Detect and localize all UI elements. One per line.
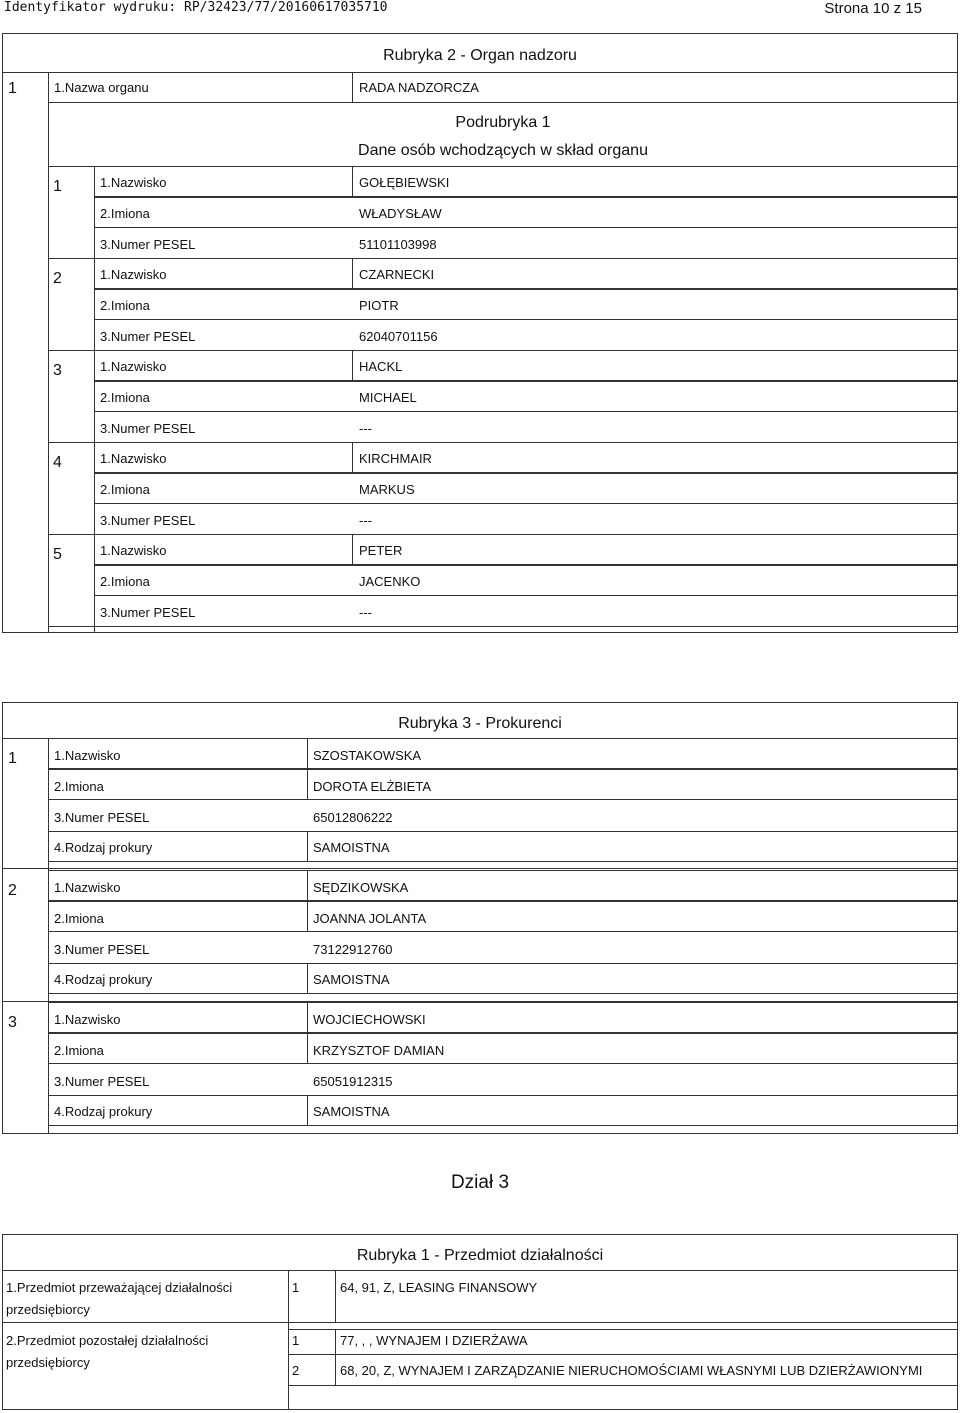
names-label: 2.Imiona (100, 574, 150, 589)
pesel-label: 3.Numer PESEL (100, 237, 196, 252)
rubryka3-title: Rubryka 3 - Prokurenci (398, 715, 562, 732)
person-index: 5 (53, 546, 62, 563)
person-index: 3 (53, 362, 62, 379)
organ-value: RADA NADZORCZA (359, 80, 479, 95)
surname-label: 1.Nazwisko (54, 880, 121, 895)
surname-label: 1.Nazwisko (100, 451, 167, 466)
other-activity-value: 68, 20, Z, WYNAJEM I ZARZĄDZANIE NIERUCHOMOŚCIAMI WŁASNYMI LUB DZIERŻAWIONYMI (340, 1363, 923, 1378)
proxy-type-value: SAMOISTNA (313, 1104, 390, 1119)
other-activity-value: 77, , , WYNAJEM I DZIERŻAWA (340, 1333, 528, 1348)
rubryka2-title: Rubryka 2 - Organ nadzoru (383, 47, 577, 64)
names-label: 2.Imiona (54, 911, 104, 926)
person-index: 2 (8, 882, 17, 899)
proxy-type-value: SAMOISTNA (313, 972, 390, 987)
surname-label: 1.Nazwisko (100, 267, 167, 282)
podrubryka-title: Podrubryka 1 (455, 114, 551, 131)
podrubryka-subtitle: Dane osób wchodzących w skład organu (358, 142, 648, 159)
surname-value: SZOSTAKOWSKA (313, 748, 422, 763)
organ-label: 1.Nazwa organu (54, 80, 149, 95)
pesel-value: --- (359, 513, 372, 528)
proxy-type-label: 4.Rodzaj prokury (54, 840, 153, 855)
names-value: KRZYSZTOF DAMIAN (313, 1043, 445, 1058)
rubryka2-index: 1 (8, 80, 17, 97)
surname-value: KIRCHMAIR (359, 451, 432, 466)
person-index: 4 (53, 454, 62, 471)
surname-value: WOJCIECHOWSKI (313, 1012, 426, 1027)
proxy-type-label: 4.Rodzaj prokury (54, 1104, 153, 1119)
person-index: 3 (8, 1014, 17, 1031)
names-label: 2.Imiona (100, 206, 150, 221)
dzial3-title: Dział 3 (450, 1172, 510, 1193)
organ-row (48, 72, 958, 103)
surname-label: 1.Nazwisko (54, 748, 121, 763)
main-activity-value: 64, 91, Z, LEASING FINANSOWY (340, 1280, 538, 1295)
pesel-value: --- (359, 605, 372, 620)
main-activity-label: 1.Przedmiot przeważającej działalności (6, 1280, 233, 1295)
surname-label: 1.Nazwisko (100, 175, 167, 190)
print-identifier: Identyfikator wydruku: RP/32423/77/20160617035710 (4, 0, 388, 15)
pesel-value: 73122912760 (313, 942, 393, 957)
pesel-value: 51101103998 (359, 237, 437, 252)
names-value: MARKUS (359, 482, 415, 497)
pesel-value: 65051912315 (313, 1074, 393, 1089)
other-activity-label-cont: przedsiębiorcy (6, 1355, 90, 1370)
surname-label: 1.Nazwisko (100, 359, 167, 374)
person-index: 1 (8, 750, 17, 767)
surname-label: 1.Nazwisko (54, 1012, 121, 1027)
person-index: 1 (53, 178, 62, 195)
surname-value: CZARNECKI (359, 267, 435, 282)
pesel-label: 3.Numer PESEL (54, 810, 150, 825)
main-activity-label-cont: przedsiębiorcy (6, 1302, 90, 1317)
pesel-label: 3.Numer PESEL (100, 513, 196, 528)
pesel-value: 62040701156 (359, 329, 438, 344)
names-label: 2.Imiona (100, 390, 150, 405)
pesel-label: 3.Numer PESEL (100, 329, 196, 344)
pesel-label: 3.Numer PESEL (100, 421, 196, 436)
main-activity-index: 1 (292, 1280, 300, 1295)
surname-value: SĘDZIKOWSKA (313, 880, 409, 895)
dzial3-rubryka1-title: Rubryka 1 - Przedmiot działalności (356, 1247, 604, 1264)
names-value: MICHAEL (359, 390, 417, 405)
names-value: DOROTA ELŻBIETA (313, 779, 431, 794)
surname-value: GOŁĘBIEWSKI (359, 175, 450, 190)
proxy-type-label: 4.Rodzaj prokury (54, 972, 153, 987)
names-label: 2.Imiona (100, 298, 150, 313)
pesel-label: 3.Numer PESEL (54, 1074, 150, 1089)
page-number: Strona 10 z 15 (824, 0, 922, 17)
other-activity-label: 2.Przedmiot pozostałej działalności (6, 1333, 209, 1348)
names-label: 2.Imiona (54, 779, 104, 794)
names-label: 2.Imiona (100, 482, 150, 497)
other-activity-index: 2 (292, 1363, 300, 1378)
names-value: JOANNA JOLANTA (313, 911, 427, 926)
surname-value: PETER (359, 543, 403, 558)
names-value: JACENKO (359, 574, 421, 589)
names-value: WŁADYSŁAW (359, 206, 442, 221)
proxy-type-value: SAMOISTNA (313, 840, 390, 855)
names-label: 2.Imiona (54, 1043, 104, 1058)
other-activity-index: 1 (292, 1333, 300, 1348)
pesel-label: 3.Numer PESEL (54, 942, 150, 957)
surname-label: 1.Nazwisko (100, 543, 167, 558)
pesel-label: 3.Numer PESEL (100, 605, 196, 620)
surname-value: HACKL (359, 359, 403, 374)
pesel-value: --- (359, 421, 372, 436)
names-value: PIOTR (359, 298, 399, 313)
person-index: 2 (53, 270, 62, 287)
pesel-value: 65012806222 (313, 810, 393, 825)
